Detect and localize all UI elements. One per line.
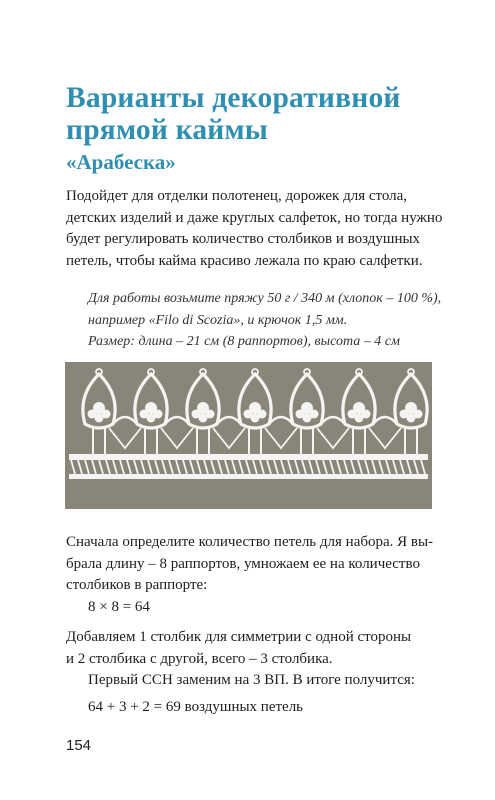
lace-band-bottom — [69, 474, 428, 479]
lace-border-photo — [65, 362, 432, 509]
symmetry-line: и 2 столбика с другой, всего – 3 столбика. — [66, 650, 333, 667]
symmetry-paragraph — [66, 627, 438, 670]
calc-line: брала длину – 8 раппортов, умножаем ее на количество — [66, 555, 420, 572]
lace-flower-petal — [407, 414, 416, 423]
pattern-subtitle: «Арабеска» — [66, 150, 176, 174]
symmetry-line: Добавляем 1 столбик для симметрии с одной стороны — [66, 629, 412, 645]
materials-yarn: Для работы возьмите пряжу 50 г / 340 м (хлопок – 100 %), — [88, 291, 442, 306]
materials-hook: например «Filo di Scozia», и крючок 1,5 мм. — [88, 312, 348, 328]
formula-stitches: 8 × 8 = 64 — [88, 599, 150, 615]
lace-flower-petal — [355, 414, 364, 423]
calc-line: столбиков в раппорте: — [66, 577, 208, 593]
intro-line: детских изделий и даже круглых салфеток, но тогда нужно — [66, 209, 443, 226]
intro-paragraph — [66, 186, 443, 272]
intro-line: Подойдет для отделки полотенец, дорожек для стола, — [66, 188, 408, 204]
lace-band-top — [69, 454, 428, 460]
lace-flower-petal — [199, 414, 208, 423]
calc-line: Сначала определите количество петель для набора. Я вы- — [66, 534, 434, 550]
lace-flower-petal — [251, 414, 260, 423]
intro-line: будет регулировать количество столбиков и воздушных — [66, 231, 421, 247]
lace-flower-petal — [147, 414, 156, 423]
lace-flower-petal — [303, 414, 312, 423]
section-title-line-2: прямой каймы — [66, 114, 269, 146]
calc-paragraph — [66, 532, 438, 597]
section-title-line-1: Варианты декоративной — [66, 82, 401, 114]
section-title — [66, 82, 446, 146]
page-number: 154 — [66, 737, 92, 754]
first-stitch-note: Первый ССН заменим на 3 ВП. В итоге получится: — [88, 672, 415, 688]
formula-total: 64 + 3 + 2 = 69 воздушных петель — [88, 699, 304, 715]
materials-size: Размер: длина – 21 см (8 раппортов), высота – 4 см — [88, 334, 400, 349]
intro-line: петель, чтобы кайма красиво лежала по краю салфетки. — [66, 252, 423, 269]
materials-block — [88, 288, 442, 353]
lace-flower-petal — [95, 414, 104, 423]
